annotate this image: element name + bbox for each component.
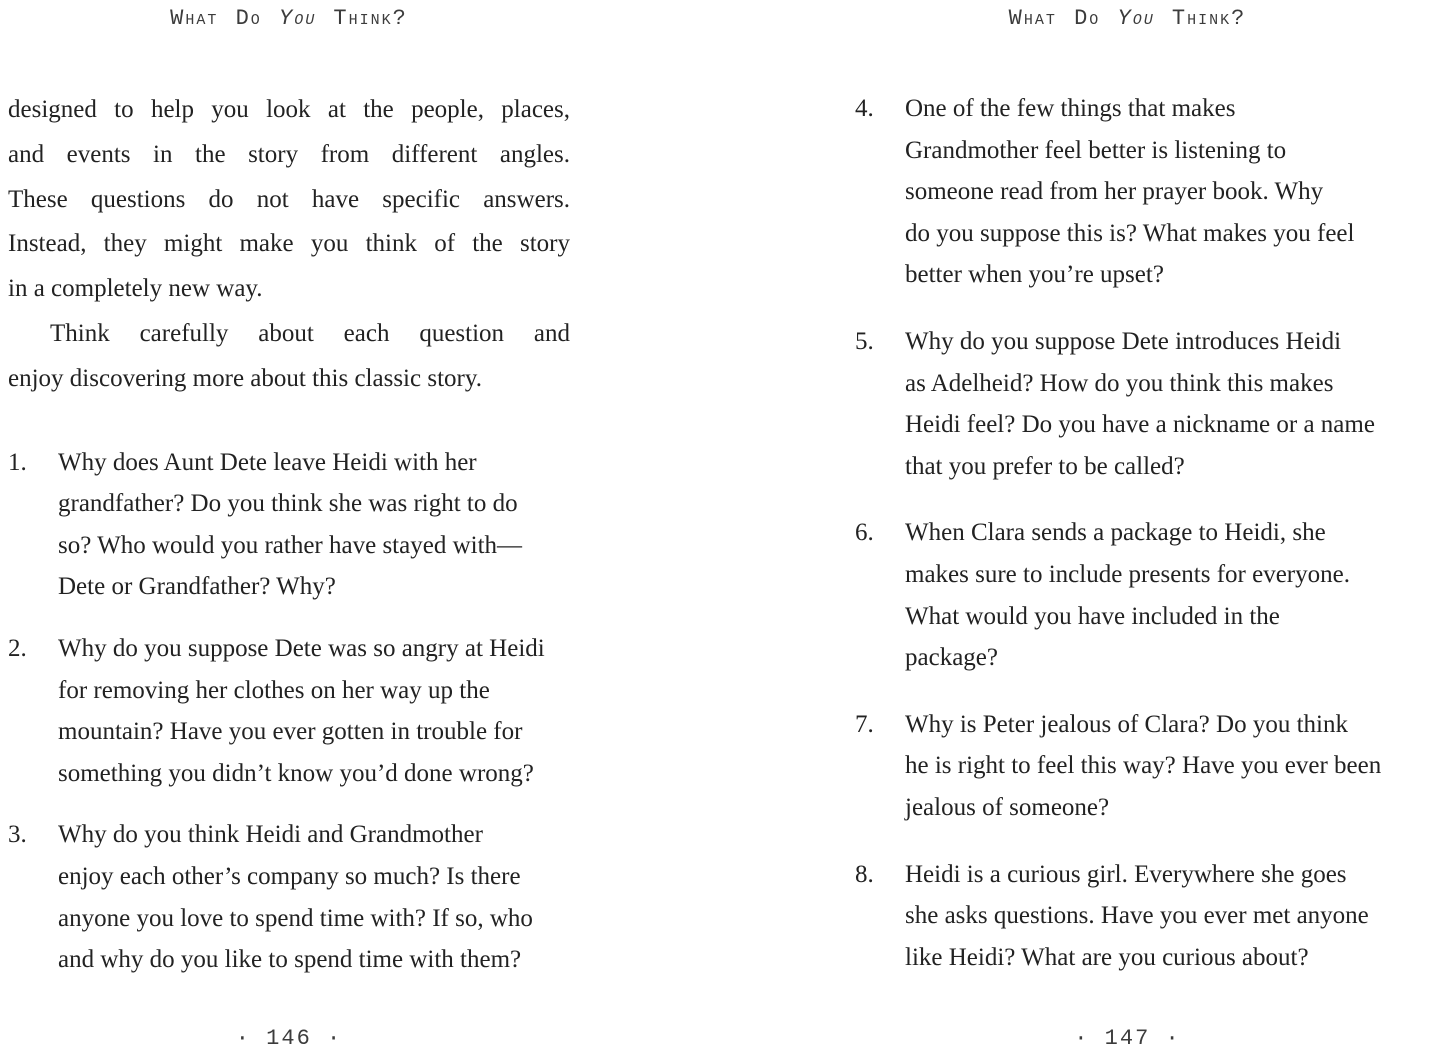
question-item bbox=[855, 512, 1400, 678]
text-line: Dete or Grandfather? Why? bbox=[58, 573, 336, 601]
header-word: You bbox=[279, 6, 317, 31]
text-line: These questions do not have specific answers. bbox=[8, 185, 570, 213]
text-line: Why do you suppose Dete was so angry at Heidi bbox=[58, 634, 545, 662]
question-item bbox=[855, 704, 1400, 829]
question-list-right bbox=[855, 88, 1400, 978]
text-line: Why is Peter jealous of Clara? Do you think bbox=[905, 710, 1348, 738]
text-line: and events in the story from different angles. bbox=[8, 140, 570, 168]
question-item bbox=[855, 88, 1400, 296]
text-line: grandfather? Do you think she was right to do bbox=[58, 490, 518, 518]
text-line: in a completely new way. bbox=[8, 275, 263, 303]
question-text bbox=[905, 88, 1400, 296]
text-line: that you prefer to be called? bbox=[905, 452, 1185, 480]
intro-paragraphs bbox=[8, 88, 570, 402]
text-line: makes sure to include presents for everyone. bbox=[905, 560, 1350, 588]
book-page-right bbox=[855, 0, 1400, 1063]
text-line: When Clara sends a package to Heidi, she bbox=[905, 519, 1326, 547]
question-text bbox=[58, 814, 570, 980]
text-line: mountain? Have you ever gotten in trouble for bbox=[58, 718, 523, 746]
text-line: designed to help you look at the people, places, bbox=[8, 96, 570, 123]
text-line: do you suppose this is? What makes you feel bbox=[905, 219, 1355, 247]
text-line: package? bbox=[905, 644, 998, 672]
text-line: enjoy discovering more about this classic story. bbox=[8, 364, 482, 392]
text-line: he is right to feel this way? Have you ever been bbox=[905, 752, 1382, 780]
book-page-left bbox=[8, 0, 570, 1063]
text-line: Heidi is a curious girl. Everywhere she goes bbox=[905, 860, 1347, 888]
header-word: What bbox=[170, 6, 219, 31]
question-number: 5. bbox=[855, 327, 874, 355]
question-text bbox=[905, 321, 1400, 487]
question-number: 2. bbox=[8, 634, 27, 662]
text-line: enjoy each other’s company so much? Is there bbox=[58, 862, 521, 890]
header-word: Think? bbox=[333, 6, 408, 31]
header-word: What bbox=[1008, 6, 1057, 31]
text-line: as Adelheid? How do you think this makes bbox=[905, 369, 1334, 397]
question-item bbox=[855, 321, 1400, 487]
text-line: she asks questions. Have you ever met anyone bbox=[905, 902, 1369, 930]
text-line: and why do you like to spend time with them? bbox=[58, 946, 522, 974]
question-number: 1. bbox=[8, 448, 27, 476]
paragraph bbox=[8, 88, 570, 312]
question-number: 3. bbox=[8, 821, 27, 849]
page-number-left: · 146 · bbox=[235, 1026, 343, 1051]
question-text bbox=[905, 854, 1400, 979]
question-text bbox=[58, 628, 570, 794]
question-number: 7. bbox=[855, 710, 874, 738]
question-text bbox=[905, 512, 1400, 678]
text-line: One of the few things that makes bbox=[905, 95, 1236, 122]
text-line: Heidi feel? Do you have a nickname or a name bbox=[905, 411, 1375, 439]
text-line: Why do you think Heidi and Grandmother bbox=[58, 821, 483, 849]
text-line: like Heidi? What are you curious about? bbox=[905, 943, 1309, 971]
question-text bbox=[58, 442, 570, 608]
text-line: Why does Aunt Dete leave Heidi with her bbox=[58, 448, 477, 476]
header-word: Do bbox=[235, 6, 262, 31]
text-line: Think carefully about each question and bbox=[50, 319, 570, 347]
paragraph bbox=[8, 312, 570, 402]
header-word: Do bbox=[1074, 6, 1101, 31]
text-line: better when you’re upset? bbox=[905, 261, 1164, 289]
question-item bbox=[8, 814, 570, 980]
text-line: Grandmother feel better is listening to bbox=[905, 136, 1287, 164]
text-line: something you didn’t know you’d done wrong? bbox=[58, 759, 534, 787]
header-word: You bbox=[1117, 6, 1155, 31]
question-number: 4. bbox=[855, 95, 874, 122]
text-line: for removing her clothes on her way up the bbox=[58, 676, 490, 704]
question-number: 6. bbox=[855, 519, 874, 547]
question-list-left bbox=[8, 442, 570, 981]
text-line: jealous of someone? bbox=[905, 793, 1110, 821]
header-word: Think? bbox=[1171, 6, 1247, 31]
text-line: Instead, they might make you think of the story bbox=[8, 230, 570, 258]
text-line: What would you have included in the bbox=[905, 602, 1280, 630]
question-text bbox=[905, 704, 1400, 829]
text-line: Why do you suppose Dete introduces Heidi bbox=[905, 327, 1342, 355]
question-item bbox=[855, 854, 1400, 979]
running-header bbox=[855, 6, 1400, 36]
page-number-right: · 147 · bbox=[1074, 1026, 1181, 1051]
running-header bbox=[8, 6, 570, 36]
question-number: 8. bbox=[855, 860, 874, 888]
text-line: anyone you love to spend time with? If so, who bbox=[58, 904, 533, 932]
question-item bbox=[8, 442, 570, 608]
text-line: someone read from her prayer book. Why bbox=[905, 178, 1324, 206]
text-line: so? Who would you rather have stayed with— bbox=[58, 531, 523, 559]
question-item bbox=[8, 628, 570, 794]
